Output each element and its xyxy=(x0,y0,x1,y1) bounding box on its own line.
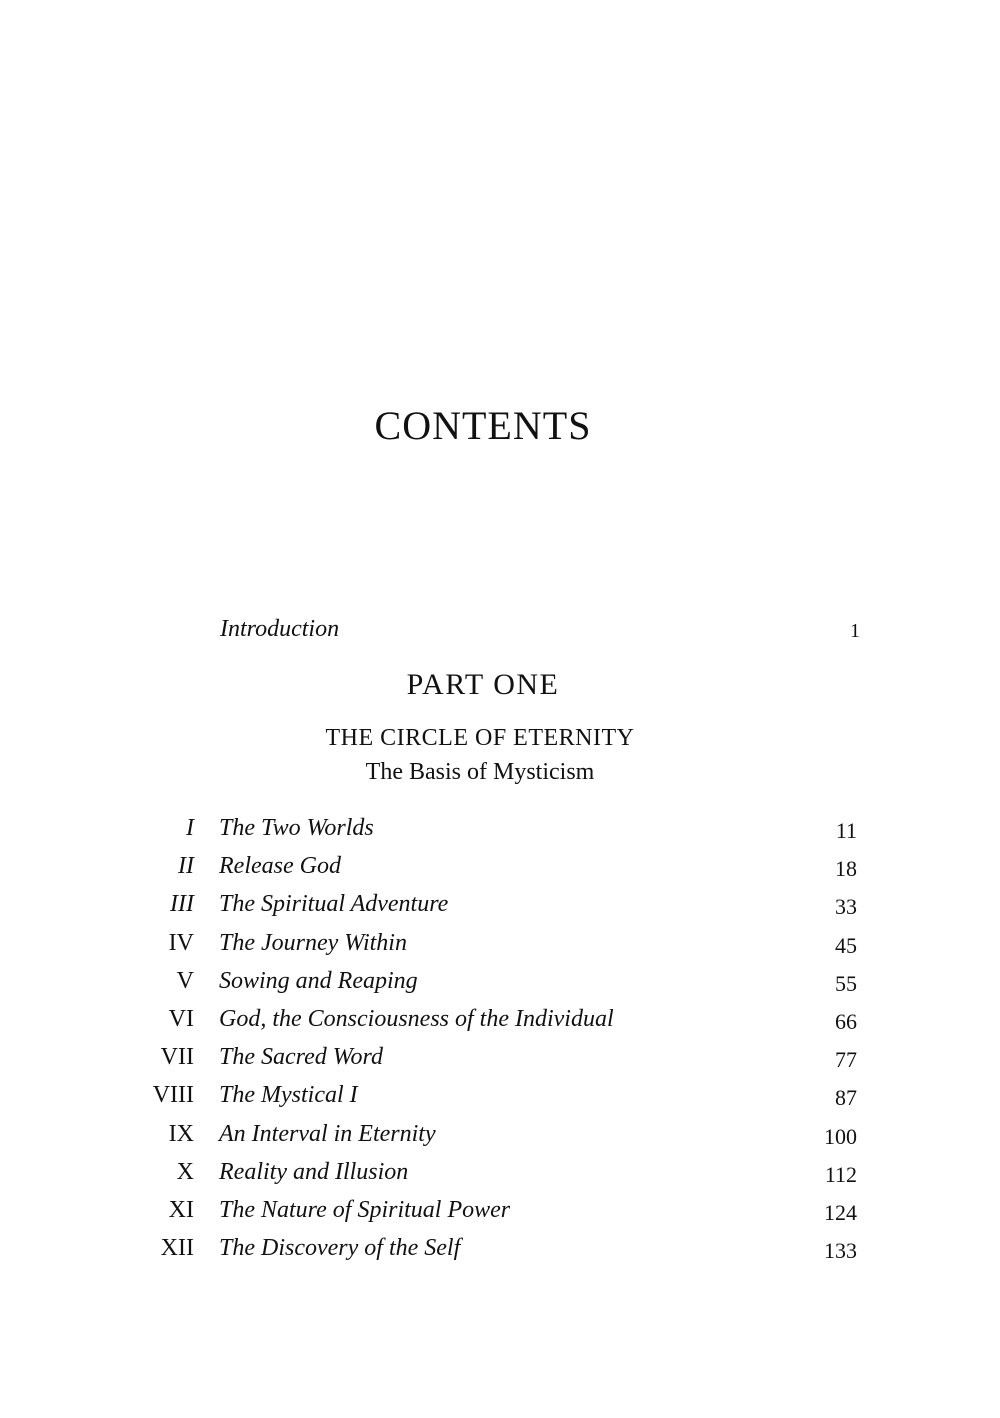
chapter-numeral: IV xyxy=(168,929,194,956)
chapter-numeral: IX xyxy=(168,1120,194,1147)
chapter-numeral: X xyxy=(176,1158,194,1185)
chapter-page-number: 124 xyxy=(824,1199,857,1225)
chapter-title: The Journey Within xyxy=(219,929,407,956)
chapter-list xyxy=(0,812,1000,1270)
chapter-entry[interactable] xyxy=(0,965,1000,1003)
chapter-title: The Spiritual Adventure xyxy=(219,891,449,918)
chapter-numeral: VI xyxy=(168,1005,194,1032)
page-title: CONTENTS xyxy=(374,403,592,448)
chapter-page-number: 133 xyxy=(824,1238,857,1264)
chapter-entry[interactable] xyxy=(0,888,1000,926)
chapter-page-number: 45 xyxy=(835,932,857,958)
chapter-page-number: 18 xyxy=(835,856,857,882)
chapter-numeral: VII xyxy=(160,1044,194,1071)
chapter-title: The Sacred Word xyxy=(219,1044,383,1071)
chapter-entry[interactable] xyxy=(0,1232,1000,1270)
chapter-entry[interactable] xyxy=(0,1156,1000,1194)
chapter-entry[interactable] xyxy=(0,1041,1000,1079)
chapter-numeral: XII xyxy=(160,1235,194,1262)
chapter-title: God, the Consciousness of the Individual xyxy=(219,1005,614,1032)
chapter-numeral: I xyxy=(186,815,194,841)
chapter-numeral: XI xyxy=(168,1196,194,1223)
chapter-page-number: 100 xyxy=(824,1123,857,1149)
chapter-numeral: VIII xyxy=(152,1082,194,1109)
chapter-page-number: 66 xyxy=(835,1008,857,1034)
chapter-title: The Nature of Spiritual Power xyxy=(219,1196,511,1223)
chapter-entry[interactable] xyxy=(0,850,1000,888)
chapter-entry[interactable] xyxy=(0,927,1000,965)
chapter-title: An Interval in Eternity xyxy=(219,1120,436,1147)
chapter-page-number: 77 xyxy=(835,1047,857,1073)
chapter-page-number: 87 xyxy=(835,1085,857,1111)
chapter-title: The Mystical I xyxy=(219,1082,358,1109)
chapter-entry[interactable] xyxy=(0,1194,1000,1232)
chapter-page-number: 112 xyxy=(824,1161,857,1187)
chapter-numeral: V xyxy=(176,967,194,994)
introduction-title: Introduction xyxy=(220,616,340,642)
introduction-page-number: 1 xyxy=(850,620,860,642)
chapter-entry[interactable] xyxy=(0,1003,1000,1041)
chapter-title: Sowing and Reaping xyxy=(219,967,418,994)
chapter-title: The Discovery of the Self xyxy=(219,1235,461,1262)
chapter-title: Release God xyxy=(219,853,341,880)
chapter-page-number: 55 xyxy=(835,970,857,996)
part-caption: The Basis of Mysticism xyxy=(365,759,595,785)
toc-entry-introduction[interactable] xyxy=(220,613,860,645)
chapter-entry[interactable] xyxy=(0,1118,1000,1156)
chapter-entry[interactable] xyxy=(0,1079,1000,1117)
chapter-entry[interactable] xyxy=(0,812,1000,850)
chapter-title: Reality and Illusion xyxy=(219,1158,409,1185)
part-heading: PART ONE xyxy=(406,668,560,701)
chapter-numeral: II xyxy=(178,853,194,880)
chapter-page-number: 33 xyxy=(835,894,857,920)
chapter-title: The Two Worlds xyxy=(219,815,374,841)
chapter-page-number: 11 xyxy=(835,818,857,843)
part-subtitle: THE CIRCLE OF ETERNITY xyxy=(325,725,635,751)
chapter-numeral: III xyxy=(170,891,194,918)
